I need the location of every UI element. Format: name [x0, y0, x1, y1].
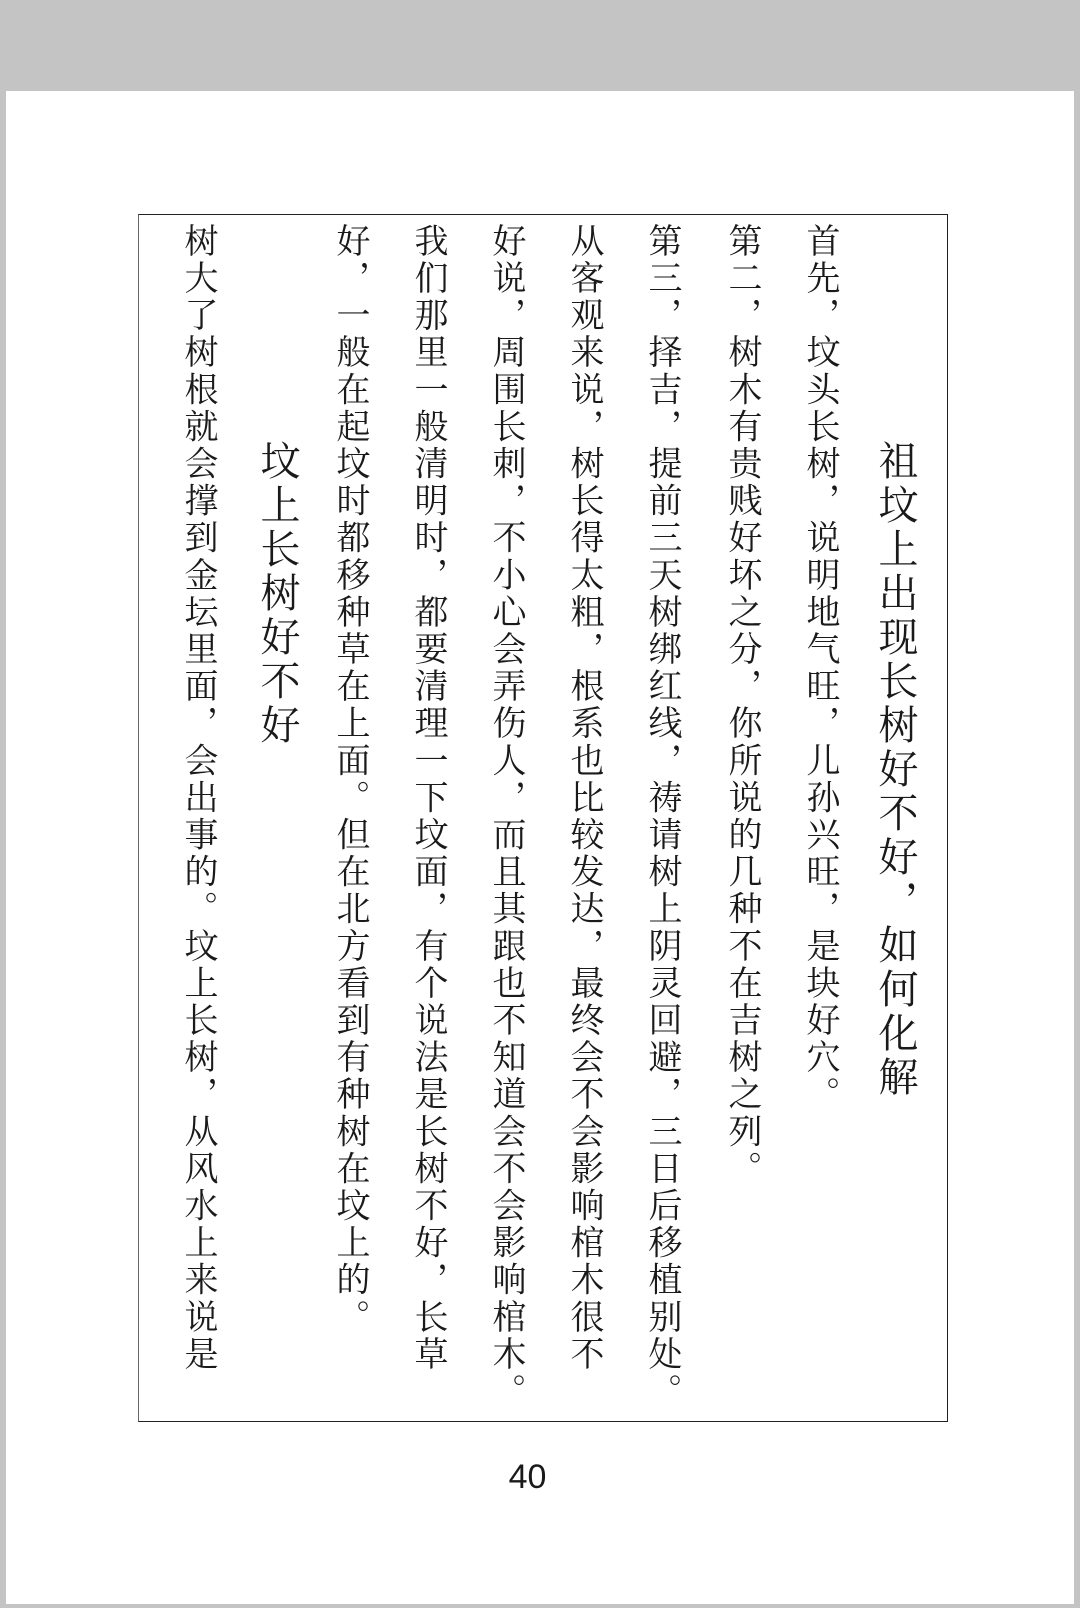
text-column-1: 首先，坟头长树，说明地气旺，儿孙兴旺，是块好穴。 — [800, 223, 840, 1114]
text-column-8: 树大了树根就会撑到金坛里面，会出事的。坟上长树，从风水上来说是 — [178, 223, 218, 1374]
text-column-6: 我们那里一般清明时，都要清理一下坟面，有个说法是长树不好，长草 — [408, 223, 448, 1374]
page-number: 40 — [508, 1458, 547, 1496]
page-title: 祖坟上出现长树好不好，如何化解 — [872, 440, 918, 1100]
text-frame — [138, 214, 948, 1422]
text-column-4: 从客观来说，树长得太粗，根系也比较发达，最终会不会影响棺木很不 — [564, 223, 604, 1374]
text-column-7: 好，一般在起坟时都移种草在上面。但在北方看到有种树在坟上的。 — [330, 223, 370, 1336]
text-column-2: 第二，树木有贵贱好坏之分，你所说的几种不在吉树之列。 — [722, 223, 762, 1188]
document-page — [6, 91, 1074, 1604]
section-heading: 坟上长树好不好 — [254, 440, 300, 748]
text-column-5: 好说，周围长刺，不小心会弄伤人，而且其跟也不知道会不会影响棺木。 — [486, 223, 526, 1411]
text-column-3: 第三，择吉，提前三天树绑红线，祷请树上阴灵回避，三日后移植别处。 — [642, 223, 682, 1411]
